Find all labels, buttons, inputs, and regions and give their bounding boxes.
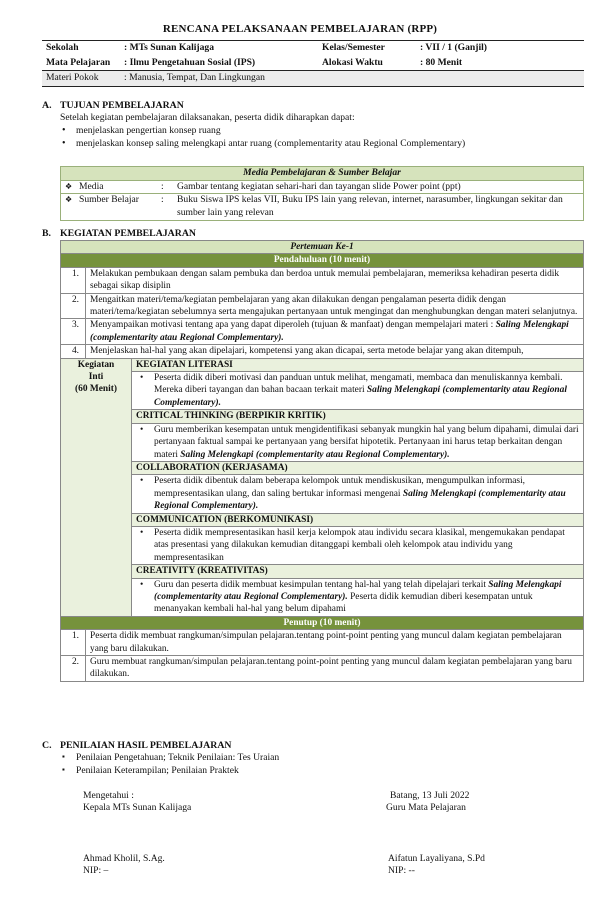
item-number: 3.: [61, 319, 86, 345]
sig-right-name: Aifatun Layaliyana, S.Pd: [388, 853, 485, 864]
media-table: [60, 166, 584, 221]
sig-right-line1: Batang, 13 Juli 2022: [390, 790, 470, 801]
sumber-row-value: Buku Siswa IPS kelas VII, Buku IPS lain yang relevan, internet, narasumber, lingkungan sekitar dan sumber lain yang relevan: [173, 194, 584, 220]
sig-left-line2: Kepala MTs Sunan Kalijaga: [83, 802, 192, 813]
intro-item: Melakukan pembukaan dengan salam pembuka dan berdoa untuk memulai pembelajaran, memeriksa kehadiran peserta didik sebagai sikap disiplin: [86, 267, 584, 293]
sekolah-label: Sekolah: [42, 41, 120, 56]
pendahuluan-header: Pendahuluan (10 menit): [61, 254, 584, 267]
penutup-header: Penutup (10 menit): [61, 616, 584, 629]
list-item: • menjelaskan pengertian konsep ruang: [58, 125, 584, 138]
media-row-sep: :: [157, 180, 173, 194]
inti-table: [61, 359, 583, 616]
alokasi-label: Alokasi Waktu: [318, 56, 416, 71]
literasi-body: • Peserta didik diberi motivasi dan panduan untuk melihat, mengamati, membaca dan menuliskannya kembali. Mereka diberi tayangan dan bahan bacaan terkait materi Saling Melengkapi (complementarity atau Regional Complementary).: [132, 372, 584, 410]
sig-left-nip: NIP: –: [83, 865, 109, 876]
collab-body: • Peserta didik dibentuk dalam beberapa kelompok untuk mendiskusikan, mengumpulkan informasi, mempresentasikan ulang, dan saling bertukar informasi mengenai Saling Melengkapi (complementarity atau Regional Complementary).: [132, 475, 584, 513]
materi-label: Materi Pokok: [42, 71, 120, 87]
comm-head: COMMUNICATION (BERKOMUNIKASI): [132, 513, 584, 526]
comm-body: • Peserta didik mempresentasikan hasil kerja kelompok atau individu secara klasikal, mengemukakan pendapat atas presentasi yang dilakukan kemudian ditanggapi kembali oleh kelompok atau individu yang mempresentasikan: [132, 526, 584, 564]
media-row-value: Gambar tentang kegiatan sehari-hari dan tayangan slide Power point (ppt): [173, 180, 584, 194]
diamond-bullet-icon: ❖: [65, 195, 73, 205]
list-item: ▪ Penilaian Pengetahuan; Teknik Penilaian: Tes Uraian: [58, 752, 584, 765]
sig-left-line1: Mengetahui :: [83, 790, 134, 801]
list-item: • menjelaskan konsep saling melengkapi antar ruang (complementarity atau Regional Complementary): [58, 138, 584, 151]
mapel-value: : Ilmu Pengetahuan Sosial (IPS): [120, 56, 318, 71]
section-b-heading: B. KEGIATAN PEMBELAJARAN: [42, 228, 196, 239]
kelas-label: Kelas/Semester: [318, 41, 416, 56]
inti-label: Kegiatan Inti (60 Menit): [61, 359, 132, 616]
list-item: ▪ Penilaian Keterampilan; Penilaian Praktek: [58, 765, 584, 778]
media-header: Media Pembelajaran & Sumber Belajar: [61, 167, 584, 181]
alokasi-value: : 80 Menit: [416, 56, 584, 71]
intro-item: Mengaitkan materi/tema/kegiatan pembelajaran yang akan dilakukan dengan pengalaman peserta didik dengan materi/tema/kegiatan sebelumnya serta mengajukan pertanyaan untuk mengingat dan menghubungkan dengan materi selanjutnya.: [86, 293, 584, 319]
closing-item: Peserta didik membuat rangkuman/simpulan pelajaran.tentang point-point penting yang muncul dalam kegiatan pembelajaran yang baru dilakukan.: [86, 630, 584, 656]
closing-item: Guru membuat rangkuman/simpulan pelajaran.tentang point-point penting yang muncul dalam kegiatan pembelajaran yang baru dilakukan.: [86, 656, 584, 682]
creat-head: CREATIVITY (KREATIVITAS): [132, 565, 584, 578]
item-number: 2.: [61, 293, 86, 319]
mapel-label: Mata Pelajaran: [42, 56, 120, 71]
section-a-list: [58, 125, 584, 150]
critical-head: CRITICAL THINKING (BERPIKIR KRITIK): [132, 410, 584, 423]
collab-head: COLLABORATION (KERJASAMA): [132, 461, 584, 474]
creat-body: • Guru dan peserta didik membuat kesimpulan tentang hal-hal yang telah dipelajari terkait Saling Melengkapi (complementarity atau Regional Complementary). Peserta didik kemudian diberi kesempatan untuk menanyakan kembali hal-hal yang belum dipahami: [132, 578, 584, 616]
literasi-head: KEGIATAN LITERASI: [132, 359, 584, 372]
intro-item: Menyampaikan motivasi tentang apa yang dapat diperoleh (tujuan & manfaat) dengan mempelajari materi : Saling Melengkapi (complementarity atau Regional Complementary).: [86, 319, 584, 345]
materi-value: : Manusia, Tempat, Dan Lingkungan: [120, 71, 584, 87]
item-number: 1.: [61, 267, 86, 293]
pertemuan-header: Pertemuan Ke-1: [61, 241, 584, 254]
section-a-heading: A. TUJUAN PEMBELAJARAN: [42, 100, 184, 111]
sig-right-nip: NIP: --: [388, 865, 415, 876]
sumber-row-sep: :: [157, 194, 173, 220]
item-number: 1.: [61, 630, 86, 656]
sig-right-line2: Guru Mata Pelajaran: [386, 802, 466, 813]
kegiatan-table: [60, 240, 584, 682]
diamond-bullet-icon: ❖: [65, 181, 73, 191]
sekolah-value: : MTs Sunan Kalijaga: [120, 41, 318, 56]
sig-left-name: Ahmad Kholil, S.Ag.: [83, 853, 165, 864]
intro-item: Menjelaskan hal-hal yang akan dipelajari, kompetensi yang akan dicapai, serta metode belajar yang akan ditempuh,: [86, 345, 584, 358]
critical-body: • Guru memberikan kesempatan untuk mengidentifikasi sebanyak mungkin hal yang belum dipahami, dimulai dari pertanyaan faktual sampai ke pertanyaan yang bersifat hipotetik. Pertanyaan ini harus tetap berkaitan dengan materi Saling Melengkapi (complementarity atau Regional Complementary).: [132, 423, 584, 461]
identity-table: [42, 40, 584, 87]
document-title: RENCANA PELAKSANAAN PEMBELAJARAN (RPP): [162, 23, 438, 35]
section-c-list: [58, 752, 584, 777]
media-row-label: ❖ Media: [61, 180, 158, 194]
item-number: 4.: [61, 345, 86, 358]
item-number: 2.: [61, 656, 86, 682]
section-a-intro: Setelah kegiatan pembelajaran dilaksanakan, peserta didik diharapkan dapat:: [60, 112, 355, 123]
section-c-heading: C. PENILAIAN HASIL PEMBELAJARAN: [42, 740, 232, 751]
kelas-value: : VII / 1 (Ganjil): [416, 41, 584, 56]
sumber-row-label: ❖ Sumber Belajar: [61, 194, 158, 220]
